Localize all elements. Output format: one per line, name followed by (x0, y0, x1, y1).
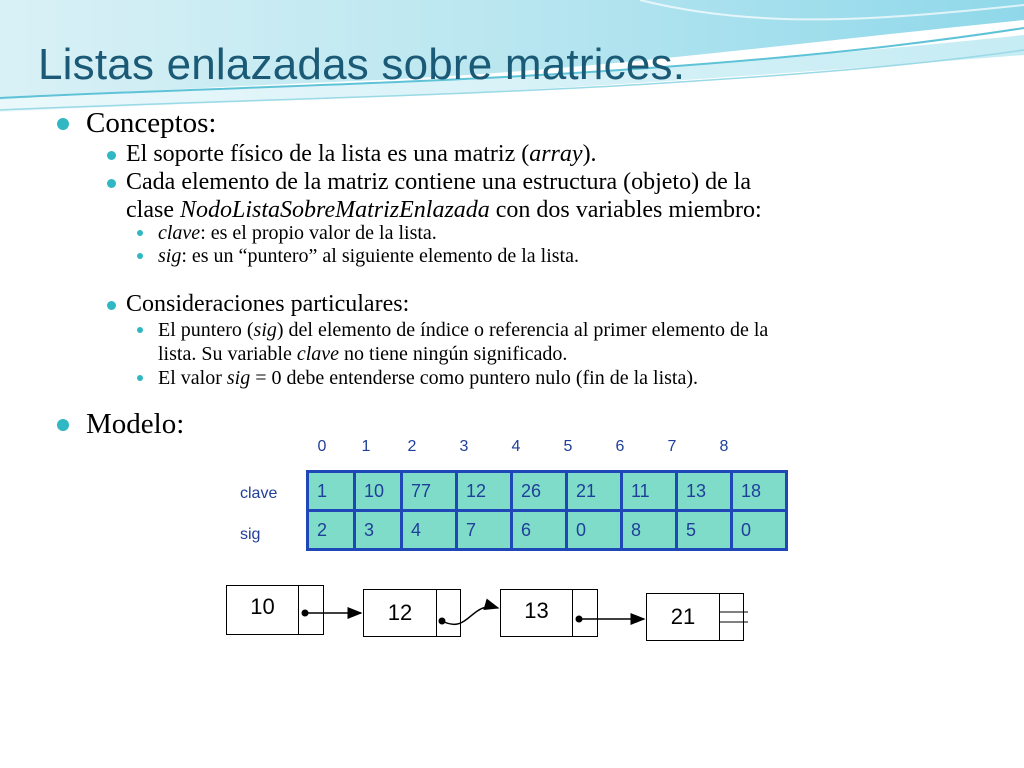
table-cell: 11 (622, 472, 677, 511)
table-cell: 12 (457, 472, 512, 511)
array-index-0: 0 (317, 438, 327, 455)
table-cell: 21 (567, 472, 622, 511)
node-value: 10 (227, 586, 299, 634)
table-cell: 77 (402, 472, 457, 511)
array-index-8: 8 (719, 438, 729, 455)
table-cell: 18 (732, 472, 787, 511)
null-pointer-icon (720, 612, 748, 622)
array-index-7: 7 (667, 438, 677, 455)
member-clave: clave: es el propio valor de la lista. (158, 222, 437, 244)
row-label-sig: sig (240, 526, 261, 543)
table-cell: 1 (308, 472, 355, 511)
table-cell: 10 (355, 472, 402, 511)
consideracion-null-pointer: El valor sig = 0 debe entenderse como puntero nulo (fin de la lista). (158, 367, 699, 389)
member-sig: sig: es un “puntero” al siguiente elemento de la lista. (158, 245, 579, 267)
table-cell: 13 (677, 472, 732, 511)
slide-title: Listas enlazadas sobre matrices. (38, 40, 686, 89)
row-label-clave: clave (240, 485, 278, 502)
table-cell: 7 (457, 511, 512, 550)
array-index-1: 1 (361, 438, 371, 455)
consideraciones-heading: Consideraciones particulares: (126, 291, 410, 317)
table-cell: 6 (512, 511, 567, 550)
node-value: 12 (364, 590, 437, 636)
node-value: 21 (647, 594, 720, 640)
table-cell: 4 (402, 511, 457, 550)
array-index-2: 2 (407, 438, 417, 455)
node-value: 13 (501, 590, 573, 636)
array-index-6: 6 (615, 438, 625, 455)
conceptos-heading: Conceptos: (86, 107, 217, 139)
table-cell: 26 (512, 472, 567, 511)
concept-point-structure: Cada elemento de la matriz contiene una estructura (objeto) de la clase NodoListaSobreMatrizEnlazada con dos variables miembro: (126, 169, 762, 223)
table-cell: 5 (677, 511, 732, 550)
table-cell: 0 (567, 511, 622, 550)
table-cell: 0 (732, 511, 787, 550)
concept-point-array: El soporte físico de la lista es una matriz (array). (126, 141, 597, 167)
table-cell: 8 (622, 511, 677, 550)
array-index-3: 3 (459, 438, 469, 455)
modelo-heading: Modelo: (86, 408, 185, 440)
table-cell: 3 (355, 511, 402, 550)
table-cell: 2 (308, 511, 355, 550)
array-index-5: 5 (563, 438, 573, 455)
consideracion-first-pointer: El puntero (sig) del elemento de índice o referencia al primer elemento de la lista. Su variable clave no tiene ningún significado. (158, 319, 769, 365)
array-index-4: 4 (511, 438, 521, 455)
pointer-arrow (442, 607, 498, 625)
